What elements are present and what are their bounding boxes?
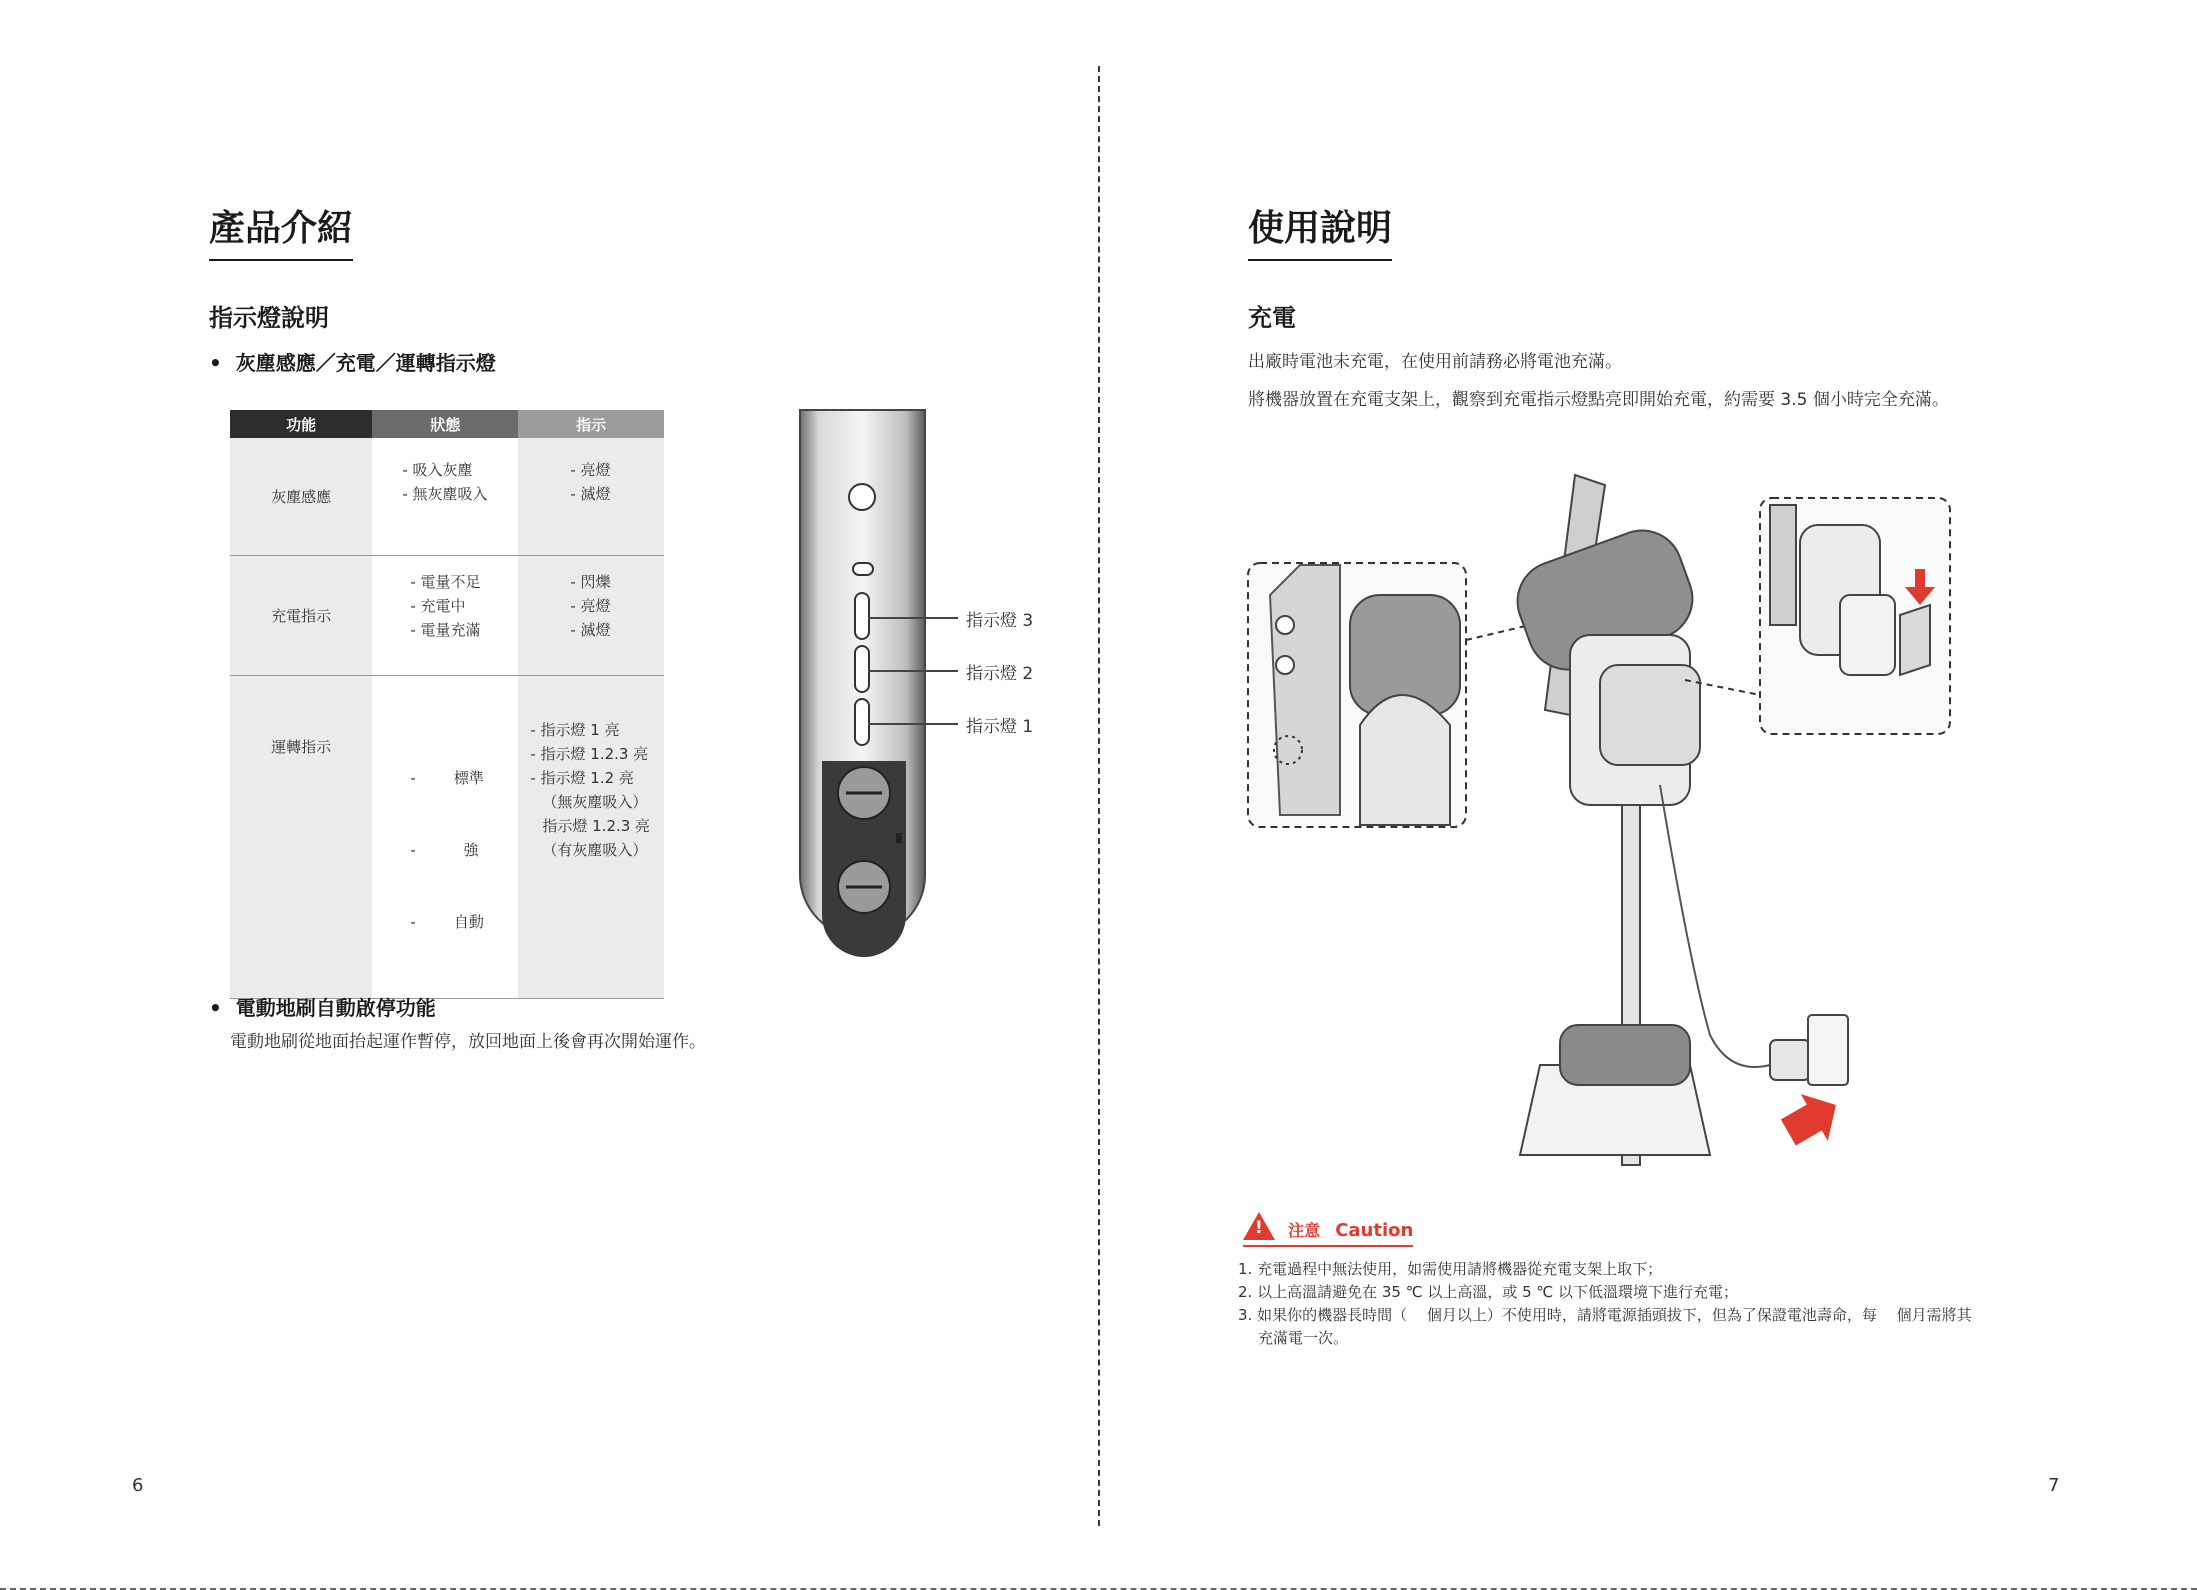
indicator-line: - 指示燈 1.2 亮 bbox=[530, 768, 634, 787]
charging-illustration bbox=[1240, 465, 1960, 1215]
page-number-right: 7 bbox=[2048, 1475, 2060, 1496]
page-title-right: 使用說明 bbox=[1248, 200, 1392, 261]
led-2-pointer bbox=[868, 670, 958, 672]
status-line: - 自動 bbox=[410, 912, 484, 931]
indicator-line: 指示燈 1.2.3 亮 bbox=[542, 816, 651, 835]
indicator-1-icon bbox=[855, 699, 869, 745]
bullet-dot: • bbox=[209, 351, 236, 375]
bullet-floor-brush bbox=[209, 992, 436, 1021]
section-heading-charging: 充電 bbox=[1248, 304, 1296, 332]
indicator-line: - 滅燈 bbox=[570, 485, 611, 503]
row-status-cell bbox=[372, 675, 518, 998]
indicator-2-icon bbox=[855, 646, 869, 692]
row-indicator-cell bbox=[518, 555, 664, 675]
wall-outlet bbox=[1808, 1015, 1848, 1085]
status-line: - 電量充滿 bbox=[410, 620, 481, 639]
indicator-line: - 閃爍 bbox=[570, 572, 611, 591]
page-number-left: 6 bbox=[132, 1475, 144, 1496]
bullet-floor-brush-text: 電動地刷自動啟停功能 bbox=[235, 996, 436, 1020]
row-indicator-cell bbox=[518, 675, 664, 998]
indicator-table bbox=[230, 410, 664, 999]
caution-note: 2. 以上高溫請避免在 35 ℃ 以上高溫，或 5 ℃ 以下低溫環境下進行充電； bbox=[1238, 1283, 1739, 1301]
status-line: - 電量不足 bbox=[410, 572, 481, 591]
table-row bbox=[230, 555, 664, 675]
row-status-cell bbox=[372, 555, 518, 675]
status-line: - 無灰塵吸入 bbox=[402, 485, 488, 503]
led-label-3: 指示燈 3 bbox=[966, 611, 1034, 631]
led-3-pointer bbox=[868, 617, 958, 619]
row-indicator-cell bbox=[518, 438, 664, 555]
status-line: - 強 bbox=[410, 840, 479, 859]
charging-para-1: 出廠時電池未充電，在使用前請務必將電池充滿。 bbox=[1248, 352, 1622, 372]
indicator-line: - 指示燈 1 亮 bbox=[530, 720, 620, 739]
table-header-status: 狀態 bbox=[372, 410, 518, 438]
status-line: - 標準 bbox=[410, 768, 484, 787]
warning-triangle-icon: ! bbox=[1243, 1212, 1275, 1240]
charging-para-2: 將機器放置在充電支架上，觀察到充電指示燈點亮即開始充電，約需要 3.5 個小時完全充滿。 bbox=[1248, 390, 1949, 410]
row-function: 充電指示 bbox=[230, 555, 372, 675]
table-header-indicator: 指示 bbox=[518, 410, 664, 438]
led-1-pointer bbox=[868, 723, 958, 725]
caution-note: 充滿電一次。 bbox=[1258, 1329, 1349, 1347]
indicator-line: - 亮燈 bbox=[570, 461, 611, 479]
dust-sensor-light bbox=[849, 484, 875, 510]
plug-in-arrow-icon bbox=[1775, 1082, 1850, 1156]
caution-header bbox=[1243, 1212, 1413, 1247]
indicator-line: - 滅燈 bbox=[570, 620, 611, 639]
bullet-dot: • bbox=[209, 996, 236, 1020]
indicator-line: - 指示燈 1.2.3 亮 bbox=[530, 744, 649, 763]
page-title-left: 產品介紹 bbox=[209, 200, 353, 261]
page-divider bbox=[1098, 66, 1100, 1526]
indicator-line: - 亮燈 bbox=[570, 596, 611, 615]
floor-brush-description: 電動地刷從地面抬起運作暫停，放回地面上後會再次開始運作。 bbox=[230, 1032, 706, 1052]
led-label-1: 指示燈 1 bbox=[966, 717, 1034, 737]
indicator-3-icon bbox=[855, 593, 869, 639]
indicator-line: （無灰塵吸入） bbox=[542, 792, 648, 811]
status-line: - 充電中 bbox=[410, 596, 466, 615]
caution-label-cn: 注意 bbox=[1288, 1221, 1321, 1240]
bullet-indicators-text: 灰塵感應／充電／運轉指示燈 bbox=[235, 351, 496, 375]
charge-light bbox=[853, 563, 873, 575]
caution-note: 3. 如果你的機器長時間（ 個月以上）不使用時，請將電源插頭拔下，但為了保證電池壽命，每 個月需將其 bbox=[1238, 1306, 1972, 1324]
caution-label-en: Caution bbox=[1335, 1220, 1414, 1241]
section-heading-indicator: 指示燈說明 bbox=[209, 304, 329, 332]
led-label-2: 指示燈 2 bbox=[966, 664, 1034, 684]
table-row bbox=[230, 675, 664, 998]
row-function: 運轉指示 bbox=[230, 675, 372, 998]
row-function: 灰塵感應 bbox=[230, 438, 372, 555]
bullet-indicators bbox=[209, 347, 496, 376]
table-row bbox=[230, 438, 664, 555]
handle-illustration bbox=[790, 405, 1090, 975]
caution-notes bbox=[1238, 1258, 1998, 1350]
row-status-cell bbox=[372, 438, 518, 555]
power-adapter bbox=[1770, 1040, 1810, 1080]
indicator-line: （有灰塵吸入） bbox=[542, 840, 648, 859]
status-line: - 吸入灰塵 bbox=[402, 461, 473, 479]
table-header-function: 功能 bbox=[230, 410, 372, 438]
floor-brush bbox=[1560, 1025, 1690, 1085]
caution-note: 1. 充電過程中無法使用，如需使用請將機器從充電支架上取下； bbox=[1238, 1260, 1663, 1278]
